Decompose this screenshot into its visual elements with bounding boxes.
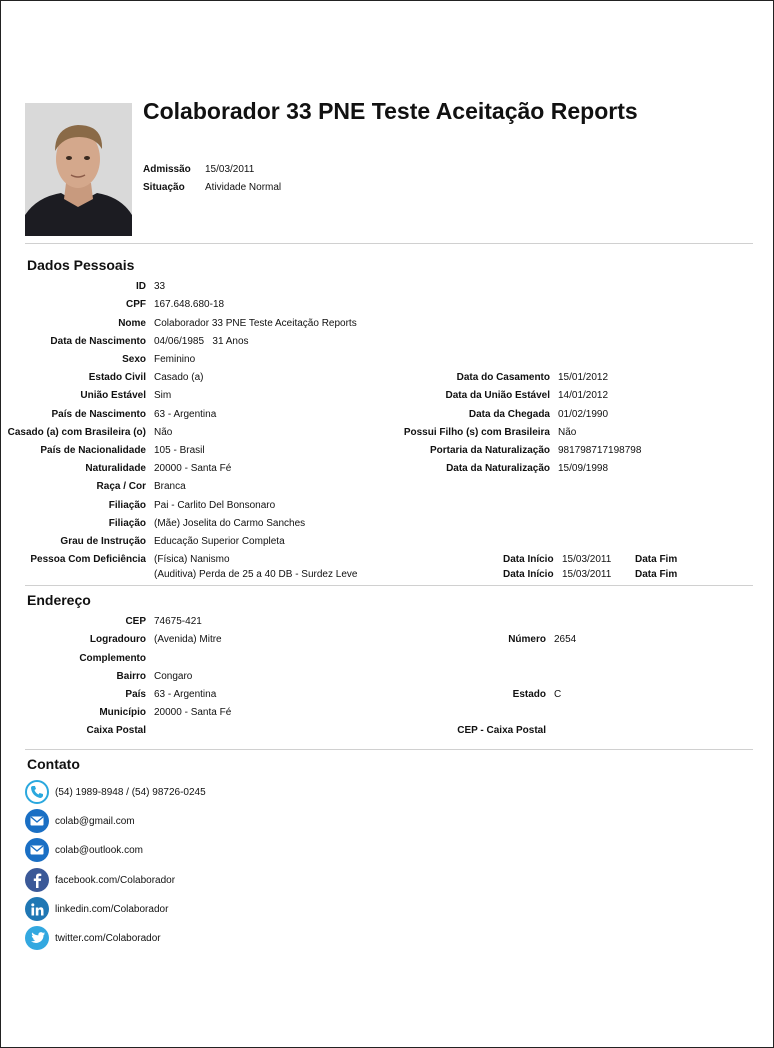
married-to-brazilian-value: Não — [154, 427, 173, 438]
race-label: Raça / Cor — [96, 481, 146, 492]
email-text[interactable]: colab@gmail.com — [55, 815, 135, 827]
street-label: Logradouro — [89, 634, 146, 645]
education-value: Educação Superior Completa — [154, 536, 285, 547]
admission-row — [143, 164, 254, 175]
disability-2-end-label: Data Fim — [635, 569, 678, 580]
employee-photo — [25, 103, 132, 236]
twitter-text[interactable]: twitter.com/Colaborador — [55, 932, 161, 944]
disability-1-desc: (Física) Nanismo — [154, 554, 230, 565]
union-date-value: 14/01/2012 — [558, 390, 609, 401]
birth-country-label: País de Nascimento — [51, 409, 146, 420]
marriage-date-value: 15/01/2012 — [558, 372, 609, 383]
sex-value: Feminino — [154, 354, 196, 365]
city-label: Município — [99, 707, 146, 718]
email-icon — [25, 838, 49, 862]
divider — [25, 243, 753, 244]
facebook-text[interactable]: facebook.com/Colaborador — [55, 874, 176, 886]
id-label: ID — [136, 281, 146, 292]
nationality-country-value: 105 - Brasil — [154, 445, 205, 456]
contact-heading: Contato — [27, 756, 80, 772]
disability-2-start-value: 15/03/2011 — [562, 569, 612, 580]
disability-1-start-value: 15/03/2011 — [562, 554, 612, 565]
contact-linkedin[interactable] — [25, 897, 168, 921]
zip-label: CEP — [125, 616, 146, 627]
disability-label: Pessoa Com Deficiência — [30, 554, 146, 565]
phone-text: (54) 1989-8948 / (54) 98726-0245 — [55, 786, 206, 798]
sex-label: Sexo — [122, 354, 146, 365]
employee-name-title: Colaborador 33 PNE Teste Aceitação Reports — [143, 98, 638, 124]
mother-filiation-label: Filiação — [108, 518, 146, 529]
neighborhood-label: Bairro — [116, 671, 146, 682]
number-label: Número — [508, 634, 546, 645]
country-label: País — [125, 689, 146, 700]
naturality-value: 20000 - Santa Fé — [154, 463, 232, 474]
stable-union-label: União Estável — [80, 390, 146, 401]
street-value: (Avenida) Mitre — [154, 634, 222, 645]
state-label: Estado — [512, 689, 546, 700]
contact-phone — [25, 780, 206, 804]
twitter-icon — [25, 926, 49, 950]
complement-label: Complemento — [79, 653, 146, 664]
child-with-brazilian-label: Possui Filho (s) com Brasileira — [403, 427, 550, 438]
stable-union-value: Sim — [154, 390, 172, 401]
id-value: 33 — [154, 281, 166, 292]
number-value: 2654 — [554, 634, 577, 645]
admission-value: 15/03/2011 — [205, 164, 255, 175]
arrival-date-value: 01/02/1990 — [558, 409, 609, 420]
disability-2-desc: (Auditiva) Perda de 25 a 40 DB - Surdez Leve — [154, 569, 358, 580]
marital-status-label: Estado Civil — [88, 372, 146, 383]
name-label: Nome — [118, 318, 146, 329]
contact-facebook[interactable] — [25, 868, 175, 892]
admission-label: Admissão — [143, 164, 191, 175]
status-row — [143, 182, 281, 193]
birth-country-value: 63 - Argentina — [154, 409, 217, 420]
union-date-label: Data da União Estável — [445, 390, 550, 401]
contact-email-gmail[interactable] — [25, 809, 135, 833]
state-value: C — [554, 689, 562, 700]
disability-1-start-label: Data Início — [503, 554, 554, 565]
education-label: Grau de Instrução — [60, 536, 146, 547]
marital-status-value: Casado (a) — [154, 372, 204, 383]
disability-1-end-label: Data Fim — [635, 554, 678, 565]
personal-data-heading: Dados Pessoais — [27, 257, 135, 273]
nationality-country-label: País de Nacionalidade — [40, 445, 146, 456]
po-box-label: Caixa Postal — [86, 725, 146, 736]
arrival-date-label: Data da Chegada — [468, 409, 550, 420]
zip-value: 74675-421 — [154, 616, 202, 627]
facebook-icon — [25, 868, 49, 892]
linkedin-text[interactable]: linkedin.com/Colaborador — [55, 903, 169, 915]
neighborhood-value: Congaro — [154, 671, 193, 682]
marriage-date-label: Data do Casamento — [456, 372, 550, 383]
contact-twitter[interactable] — [25, 926, 161, 950]
disability-2-start-label: Data Início — [503, 569, 554, 580]
married-to-brazilian-label: Casado (a) com Brasileira (o) — [7, 427, 146, 438]
email-icon — [25, 809, 49, 833]
name-value: Colaborador 33 PNE Teste Aceitação Reports — [154, 318, 357, 329]
child-with-brazilian-value: Não — [558, 427, 577, 438]
naturalization-ordinance-label: Portaria da Naturalização — [429, 445, 550, 456]
race-value: Branca — [154, 481, 186, 492]
contact-email-outlook[interactable] — [25, 838, 143, 862]
email-text[interactable]: colab@outlook.com — [55, 844, 143, 856]
naturalization-date-label: Data da Naturalização — [446, 463, 550, 474]
status-value: Atividade Normal — [205, 182, 282, 193]
cpf-value: 167.648.680-18 — [154, 299, 225, 310]
linkedin-icon — [25, 897, 49, 921]
status-label: Situação — [143, 182, 185, 193]
naturality-label: Naturalidade — [85, 463, 146, 474]
father-filiation-label: Filiação — [108, 500, 146, 511]
phone-icon — [25, 780, 49, 804]
po-box-zip-label: CEP - Caixa Postal — [457, 725, 546, 736]
birthdate-label: Data de Nascimento — [50, 336, 146, 347]
birthdate-value: 04/06/1985 31 Anos — [154, 336, 249, 347]
divider — [25, 749, 753, 750]
city-value: 20000 - Santa Fé — [154, 707, 232, 718]
father-filiation-value: Pai - Carlito Del Bonsonaro — [154, 500, 276, 511]
cpf-label: CPF — [126, 299, 146, 310]
naturalization-ordinance-value: 981798717198798 — [558, 445, 642, 456]
mother-filiation-value: (Mãe) Joselita do Carmo Sanches — [154, 518, 306, 529]
country-value: 63 - Argentina — [154, 689, 217, 700]
divider — [25, 585, 753, 586]
naturalization-date-value: 15/09/1998 — [558, 463, 609, 474]
address-heading: Endereço — [27, 592, 91, 608]
